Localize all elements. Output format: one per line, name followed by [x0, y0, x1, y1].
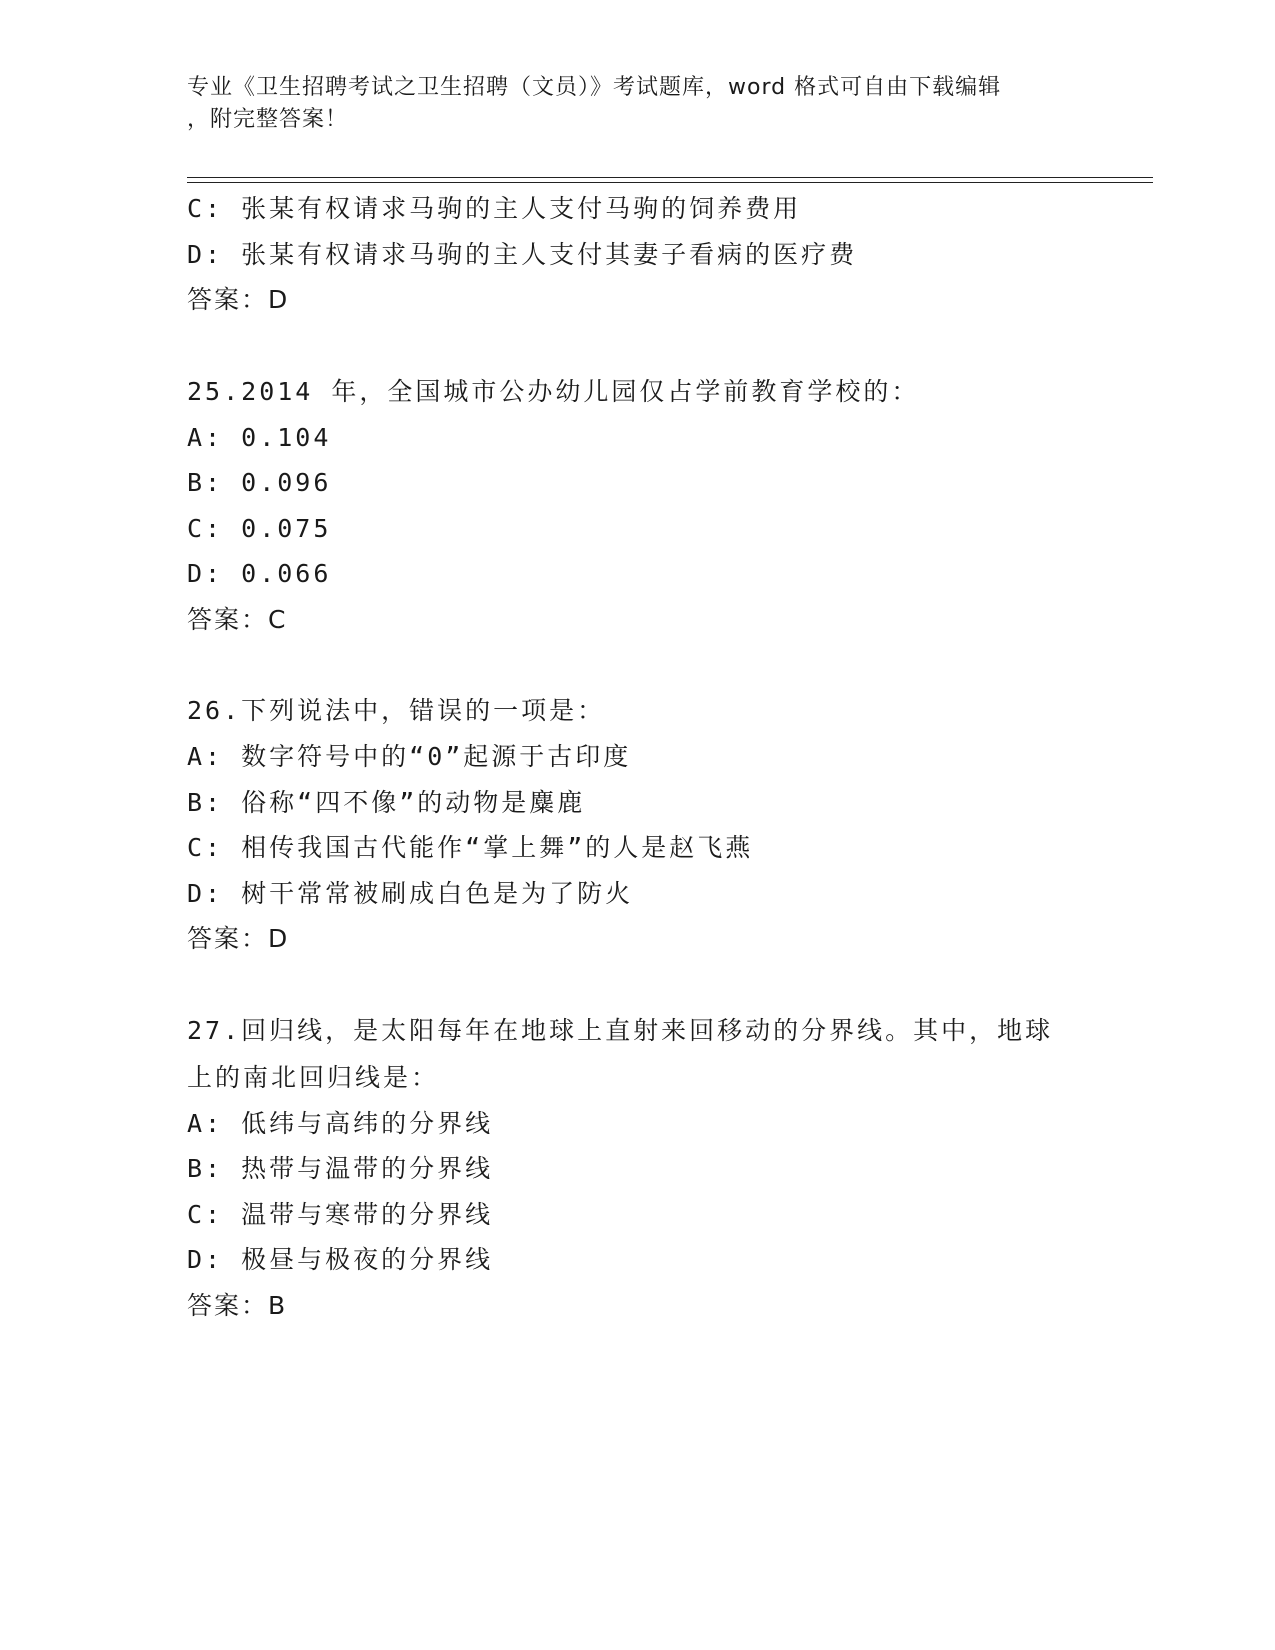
header-rule-bottom [187, 182, 1153, 183]
option-b: B: 0.096 [187, 468, 332, 497]
option-d: D: 张某有权请求马驹的主人支付其妻子看病的医疗费 [187, 239, 858, 269]
prev-question-tail [187, 186, 1087, 323]
answer-line: 答案：D [187, 285, 290, 314]
question-title: 25.2014 年，全国城市公办幼儿园仅占学前教育学校的： [187, 376, 920, 406]
option-d: D: 0.066 [187, 559, 332, 588]
option-c: C: 张某有权请求马驹的主人支付马驹的饲养费用 [187, 194, 802, 223]
document-header [187, 72, 1067, 136]
option-c: C: 0.075 [187, 513, 332, 543]
question-25 [187, 368, 1087, 643]
answer-line: 答案：D [187, 924, 290, 953]
question-list [187, 186, 1087, 1328]
option-a: A: 低纬与高纬的分界线 [187, 1108, 494, 1138]
header-line-1: 专业《卫生招聘考试之卫生招聘（文员）》考试题库，word 格式可自由下载编辑 [187, 75, 1002, 100]
option-d: D: 极昼与极夜的分界线 [187, 1245, 494, 1274]
header-line-2: ，附完整答案！ [187, 107, 349, 132]
option-d: D: 树干常常被刷成白色是为了防火 [187, 878, 634, 908]
spacer [187, 642, 1087, 687]
question-title: 27.回归线，是太阳每年在地球上直射来回移动的分界线。其中，地球上的南北回归线是： [187, 1015, 1054, 1092]
header-rule-top [187, 177, 1153, 178]
option-a: A: 0.104 [187, 422, 332, 452]
option-b: B: 热带与温带的分界线 [187, 1154, 494, 1183]
question-27 [187, 1007, 1087, 1329]
answer-line: 答案：B [187, 1290, 288, 1320]
option-c: C: 相传我国古代能作“掌上舞”的人是赵飞燕 [187, 833, 754, 862]
answer-line: 答案：C [187, 604, 288, 634]
option-b: B: 俗称“四不像”的动物是麋鹿 [187, 787, 586, 817]
option-c: C: 温带与寒带的分界线 [187, 1199, 494, 1229]
question-26 [187, 687, 1087, 962]
spacer [187, 323, 1087, 368]
question-title: 26.下列说法中，错误的一项是： [187, 696, 606, 725]
option-a: A: 数字符号中的“0”起源于古印度 [187, 742, 632, 771]
spacer [187, 962, 1087, 1007]
